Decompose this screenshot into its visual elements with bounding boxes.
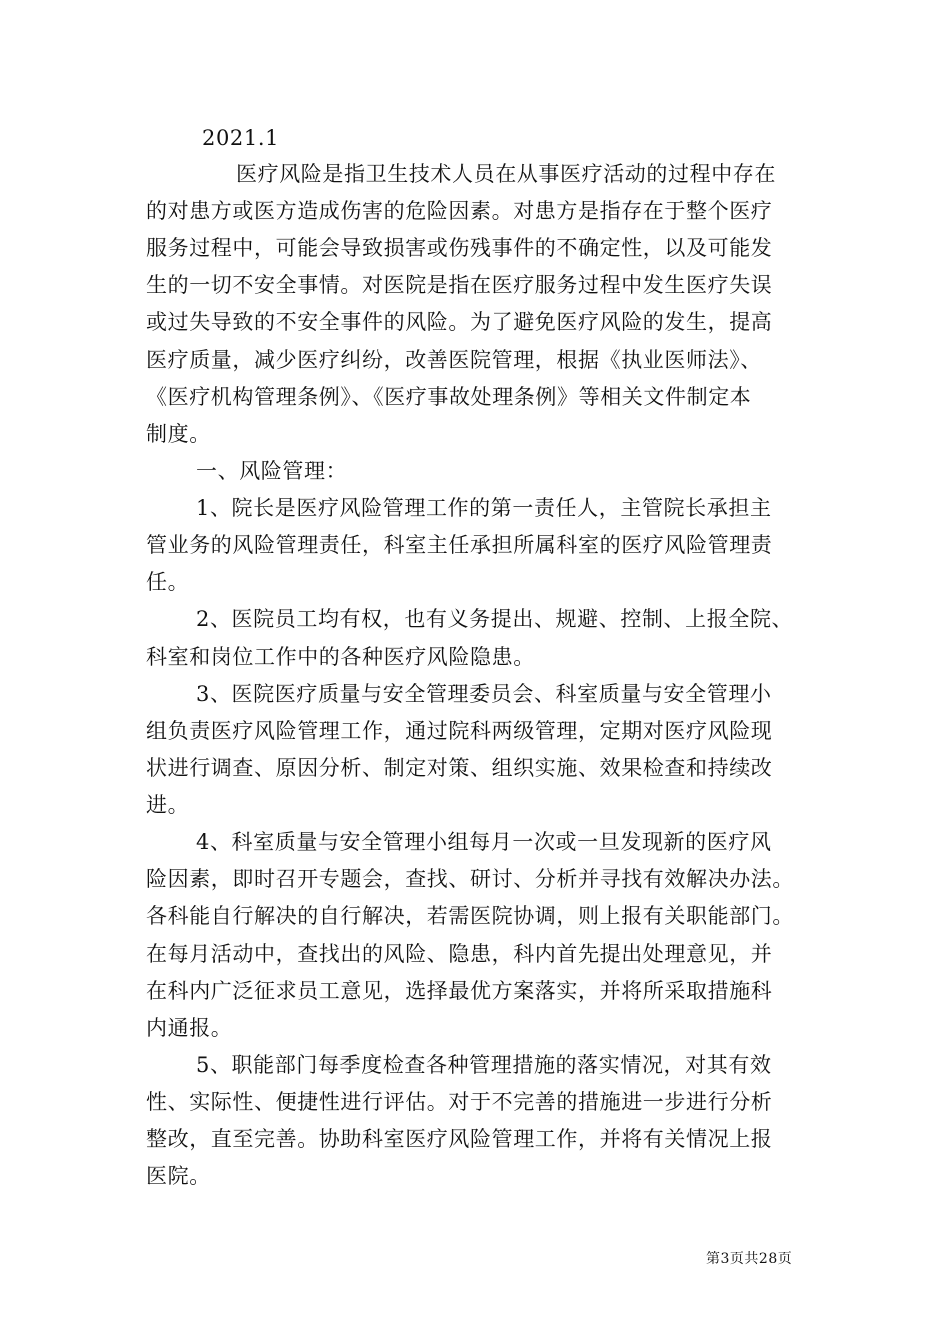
intro-line: 生的一切不安全事情。对医院是指在医疗服务过程中发生医疗失误 [146, 273, 773, 297]
page-number: 第3页共28页 [706, 1251, 793, 1267]
intro-line: 《医疗机构管理条例》、《医疗事故处理条例》等相关文件制定本 [146, 385, 752, 409]
intro-line: 医疗风险是指卫生技术人员在从事医疗活动的过程中存在 [236, 162, 776, 186]
section-heading: 一、风险管理： [196, 459, 348, 483]
item4-line: 在每月活动中，查找出的风险、隐患，科内首先提出处理意见，并 [146, 942, 773, 966]
item3-line: 3、医院医疗质量与安全管理委员会、科室质量与安全管理小 [196, 682, 772, 706]
item5-line: 整改，直至完善。协助科室医疗风险管理工作，并将有关情况上报 [146, 1127, 773, 1151]
item3-line: 进。 [146, 793, 190, 817]
item4-line: 内通报。 [146, 1016, 233, 1040]
item4-line: 各科能自行解决的自行解决，若需医院协调，则上报有关职能部门。 [146, 904, 794, 928]
intro-line: 或过失导致的不安全事件的风险。为了避免医疗风险的发生，提高 [146, 310, 773, 334]
intro-line: 制度。 [146, 422, 211, 446]
item4-line: 4、科室质量与安全管理小组每月一次或一旦发现新的医疗风 [196, 830, 772, 854]
intro-line: 的对患方或医方造成伤害的危险因素。对患方是指存在于整个医疗 [146, 199, 773, 223]
item1-line: 1、院长是医疗风险管理工作的第一责任人，主管院长承担主 [196, 496, 772, 520]
item4-line: 在科内广泛征求员工意见，选择最优方案落实，并将所采取措施科 [146, 979, 773, 1003]
intro-line: 服务过程中，可能会导致损害或伤残事件的不确定性，以及可能发 [146, 236, 773, 260]
item4-line: 险因素，即时召开专题会，查找、研讨、分析并寻找有效解决办法。 [146, 867, 794, 891]
intro-line: 医疗质量，减少医疗纠纷，改善医院管理，根据《执业医师法》、 [146, 348, 762, 372]
document-date: 2021.1 [202, 126, 280, 150]
item5-line: 性、实际性、便捷性进行评估。对于不完善的措施进一步进行分析 [146, 1090, 773, 1114]
item1-line: 任。 [146, 570, 190, 594]
item3-line: 组负责医疗风险管理工作，通过院科两级管理，定期对医疗风险现 [146, 719, 773, 743]
item3-line: 状进行调查、原因分析、制定对策、组织实施、效果检查和持续改 [146, 756, 773, 780]
item2-line: 2、医院员工均有权，也有义务提出、规避、控制、上报全院、 [196, 607, 794, 631]
item1-line: 管业务的风险管理责任，科室主任承担所属科室的医疗风险管理责 [146, 533, 773, 557]
item5-line: 5、职能部门每季度检查各种管理措施的落实情况，对其有效 [196, 1053, 772, 1077]
item2-line: 科室和岗位工作中的各种医疗风险隐患。 [146, 645, 535, 669]
item5-line: 医院。 [146, 1164, 211, 1188]
